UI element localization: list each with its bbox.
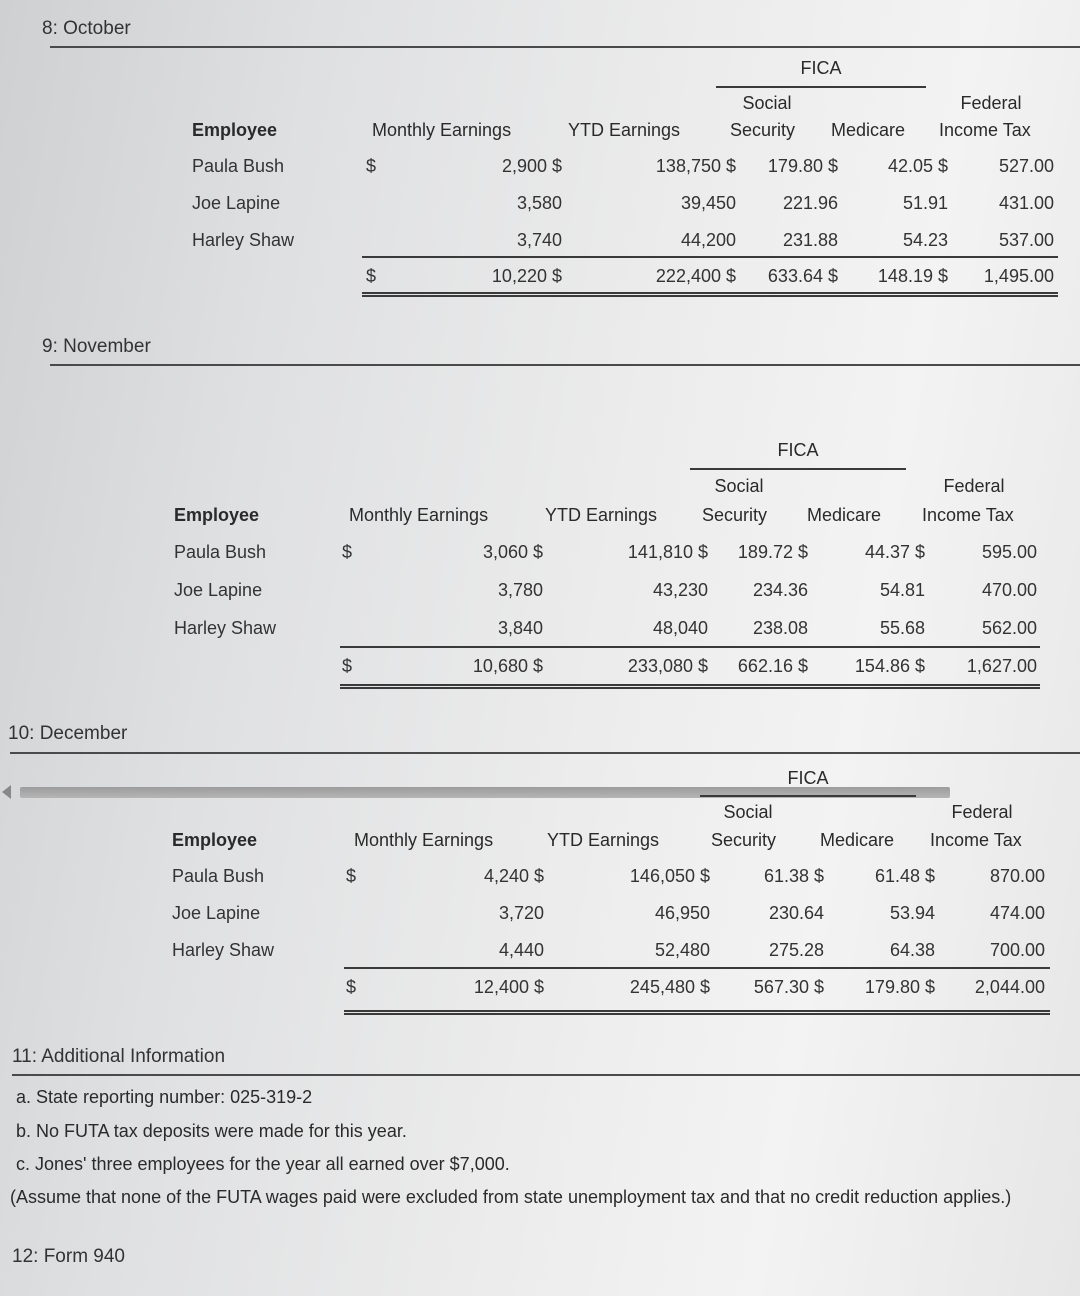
- ytd-earnings-value: 141,810 $: [627, 542, 708, 562]
- federal-header-bottom: Income Tax: [922, 505, 1014, 525]
- employee-name: Paula Bush: [174, 542, 267, 562]
- ytd-earnings-value: 138,750 $: [655, 156, 736, 176]
- total-federal-income-tax: 1,627.00: [966, 656, 1037, 676]
- medicare-value: 42.05 $: [887, 156, 948, 176]
- federal-income-tax-value: 537.00: [998, 230, 1054, 250]
- employee-name: Joe Lapine: [174, 580, 263, 600]
- total-monthly-earnings: 10,680 $: [472, 656, 543, 676]
- ytd-earnings-value: 44,200: [680, 230, 736, 250]
- section-title-form-940: 12: Form 940: [12, 1246, 125, 1267]
- total-social-security: 633.64 $: [767, 266, 838, 286]
- total-federal-income-tax: 2,044.00: [974, 977, 1045, 997]
- social-security-value: 275.28: [768, 940, 824, 960]
- info-line-assumption: (Assume that none of the FUTA wages paid were excluded from state unemployment tax and that no credit reduction applies.): [10, 1187, 1012, 1207]
- total-currency-symbol: $: [346, 977, 357, 997]
- currency-symbol: $: [366, 156, 377, 176]
- fica-underline: [700, 795, 916, 797]
- medicare-value: 54.23: [902, 230, 948, 250]
- ytd-earnings-value: 146,050 $: [629, 866, 710, 886]
- medicare-header: Medicare: [807, 505, 882, 525]
- ytd-earnings-value: 46,950: [654, 903, 710, 923]
- social-header-top: Social: [742, 93, 792, 113]
- currency-symbol: $: [342, 542, 353, 562]
- social-header-bottom: Security: [702, 505, 768, 525]
- monthly-earnings-value: 4,440: [498, 940, 544, 960]
- medicare-value: 54.81: [879, 580, 925, 600]
- federal-header-bottom: Income Tax: [939, 120, 1031, 140]
- medicare-header: Medicare: [831, 120, 906, 140]
- social-security-value: 221.96: [782, 193, 838, 213]
- monthly-earnings-header: Monthly Earnings: [372, 120, 512, 140]
- total-medicare: 179.80 $: [864, 977, 935, 997]
- employee-name: Harley Shaw: [192, 230, 295, 250]
- social-header-bottom: Security: [711, 830, 777, 850]
- total-ytd-earnings: 222,400 $: [655, 266, 736, 286]
- total-rule-top: [344, 967, 1050, 969]
- federal-income-tax-value: 474.00: [989, 903, 1045, 923]
- employee-name: Harley Shaw: [174, 618, 277, 638]
- section-title-november: 9: November: [42, 336, 151, 357]
- social-security-value: 179.80 $: [767, 156, 838, 176]
- total-currency-symbol: $: [366, 266, 377, 286]
- employee-name: Joe Lapine: [172, 903, 261, 923]
- total-medicare: 148.19 $: [877, 266, 948, 286]
- section-title-december: 10: December: [8, 723, 128, 744]
- federal-income-tax-value: 527.00: [998, 156, 1054, 176]
- medicare-header: Medicare: [820, 830, 895, 850]
- monthly-earnings-header: Monthly Earnings: [354, 830, 494, 850]
- social-security-value: 230.64: [768, 903, 824, 923]
- federal-income-tax-value: 431.00: [998, 193, 1054, 213]
- social-security-value: 61.38 $: [763, 866, 824, 886]
- total-federal-income-tax: 1,495.00: [983, 266, 1054, 286]
- federal-header-top: Federal: [951, 802, 1013, 822]
- currency-symbol: $: [346, 866, 357, 886]
- social-security-value: 238.08: [752, 618, 808, 638]
- federal-header-top: Federal: [960, 93, 1022, 113]
- federal-income-tax-value: 595.00: [981, 542, 1037, 562]
- employee-name: Paula Bush: [172, 866, 265, 886]
- section-rule-additional: [12, 1074, 1080, 1076]
- monthly-earnings-header: Monthly Earnings: [349, 505, 489, 525]
- federal-income-tax-value: 700.00: [989, 940, 1045, 960]
- ytd-earnings-header: YTD Earnings: [545, 505, 658, 525]
- employee-name: Harley Shaw: [172, 940, 275, 960]
- total-rule-bottom: [344, 1010, 1050, 1012]
- federal-income-tax-value: 870.00: [989, 866, 1045, 886]
- federal-header-bottom: Income Tax: [930, 830, 1022, 850]
- monthly-earnings-value: 3,720: [498, 903, 544, 923]
- employee-header: Employee: [174, 505, 260, 525]
- total-rule-bottom-double: [344, 1013, 1050, 1015]
- fica-header: FICA: [800, 58, 842, 78]
- ytd-earnings-value: 39,450: [680, 193, 736, 213]
- info-line-b: b. No FUTA tax deposits were made for this year.: [16, 1121, 407, 1141]
- fica-header: FICA: [777, 440, 819, 460]
- employee-name: Joe Lapine: [192, 193, 281, 213]
- fica-header: FICA: [787, 768, 829, 788]
- total-social-security: 662.16 $: [737, 656, 808, 676]
- total-currency-symbol: $: [342, 656, 353, 676]
- medicare-value: 44.37 $: [864, 542, 925, 562]
- ytd-earnings-value: 52,480: [654, 940, 710, 960]
- ytd-earnings-header: YTD Earnings: [568, 120, 681, 140]
- total-monthly-earnings: 10,220 $: [491, 266, 562, 286]
- monthly-earnings-value: 4,240 $: [483, 866, 544, 886]
- employee-name: Paula Bush: [192, 156, 285, 176]
- monthly-earnings-value: 2,900 $: [501, 156, 562, 176]
- info-line-c: c. Jones' three employees for the year all earned over $7,000.: [16, 1154, 510, 1174]
- social-security-value: 231.88: [782, 230, 838, 250]
- ytd-earnings-value: 48,040: [652, 618, 708, 638]
- total-monthly-earnings: 12,400 $: [473, 977, 544, 997]
- federal-income-tax-value: 562.00: [981, 618, 1037, 638]
- monthly-earnings-value: 3,840: [497, 618, 543, 638]
- social-security-value: 189.72 $: [737, 542, 808, 562]
- social-header-top: Social: [723, 802, 773, 822]
- employee-header: Employee: [192, 120, 278, 140]
- social-security-value: 234.36: [752, 580, 808, 600]
- section-title-additional: 11: Additional Information: [12, 1046, 226, 1067]
- monthly-earnings-value: 3,780: [497, 580, 543, 600]
- medicare-value: 51.91: [902, 193, 948, 213]
- employee-header: Employee: [172, 830, 258, 850]
- ytd-earnings-header: YTD Earnings: [547, 830, 660, 850]
- social-header-top: Social: [714, 476, 764, 496]
- medicare-value: 61.48 $: [874, 866, 935, 886]
- info-line-a: a. State reporting number: 025-319-2: [16, 1087, 313, 1107]
- monthly-earnings-value: 3,740: [516, 230, 562, 250]
- social-header-bottom: Security: [730, 120, 796, 140]
- medicare-value: 53.94: [889, 903, 935, 923]
- total-social-security: 567.30 $: [753, 977, 824, 997]
- ytd-earnings-value: 43,230: [652, 580, 708, 600]
- total-ytd-earnings: 233,080 $: [627, 656, 708, 676]
- total-ytd-earnings: 245,480 $: [629, 977, 710, 997]
- medicare-value: 55.68: [879, 618, 925, 638]
- total-medicare: 154.86 $: [854, 656, 925, 676]
- federal-header-top: Federal: [943, 476, 1005, 496]
- section-title-october: 8: October: [42, 18, 131, 39]
- federal-income-tax-value: 470.00: [981, 580, 1037, 600]
- monthly-earnings-value: 3,060 $: [482, 542, 543, 562]
- monthly-earnings-value: 3,580: [516, 193, 562, 213]
- medicare-value: 64.38: [889, 940, 935, 960]
